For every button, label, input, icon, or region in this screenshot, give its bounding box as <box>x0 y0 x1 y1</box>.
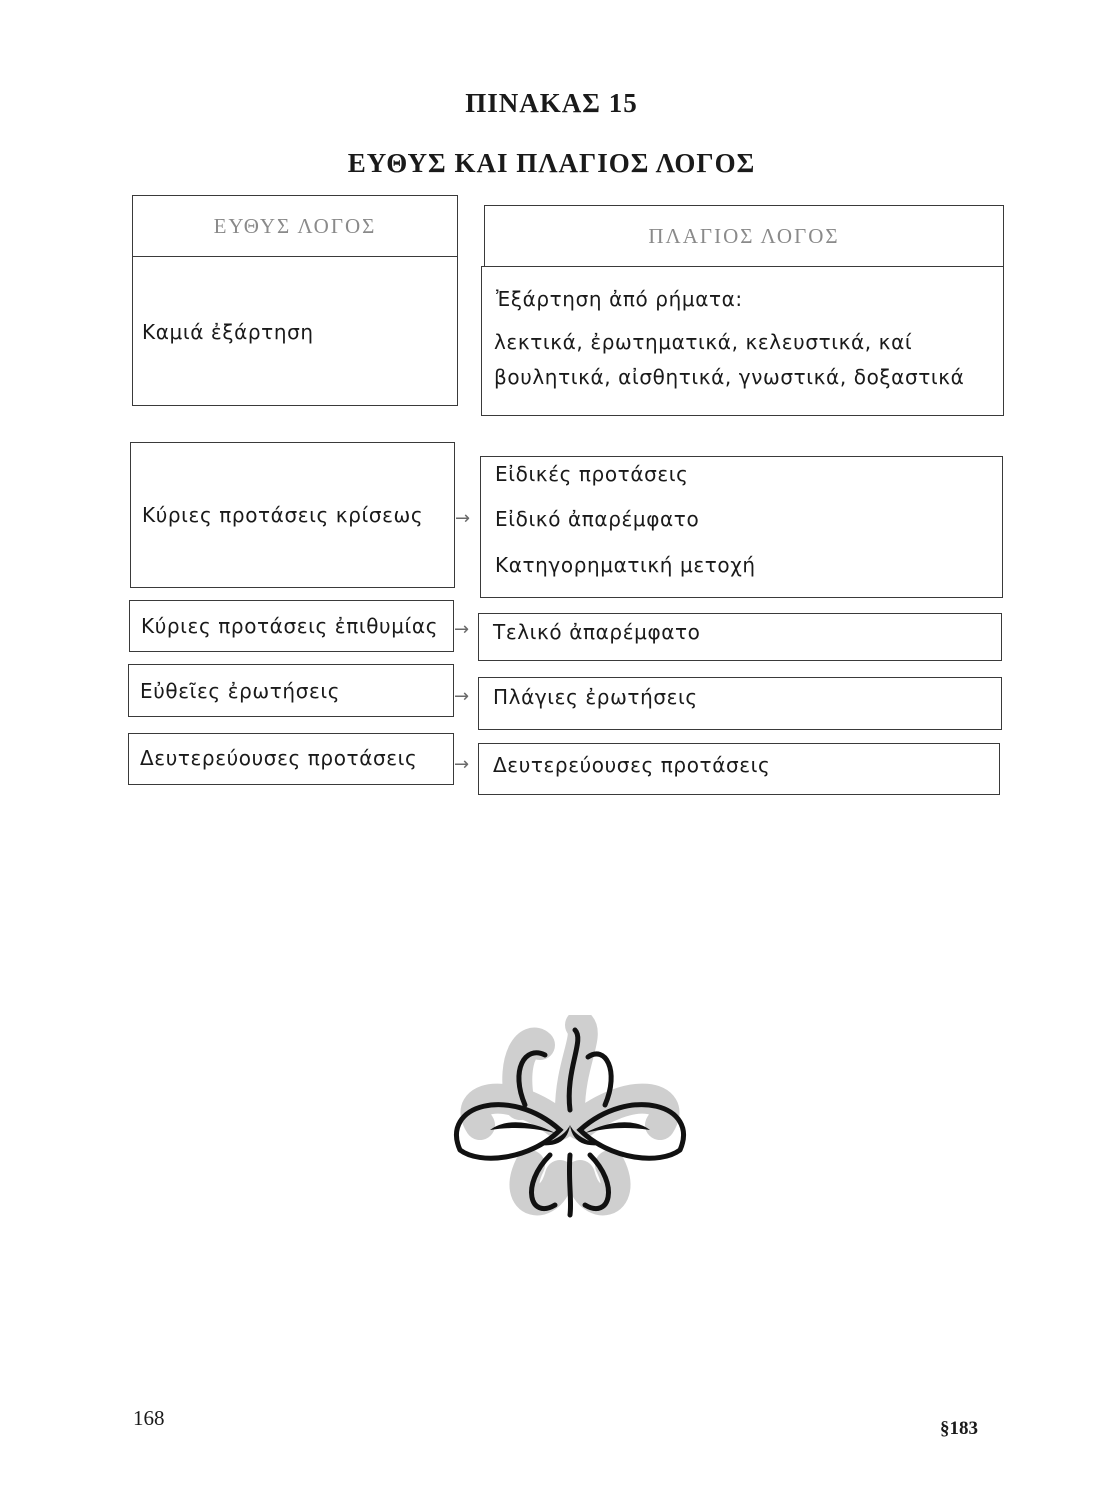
row-indirect-text: Τελικό ἀπαρέμφατο <box>493 620 701 644</box>
arrow-icon: → <box>454 619 470 640</box>
row-direct-box <box>128 664 454 717</box>
arrow-icon: → <box>454 754 470 775</box>
row-indirect-box <box>478 677 1002 730</box>
row-indirect-box <box>478 743 1000 795</box>
row-indirect-text: Εἰδικές προτάσεις <box>495 462 689 486</box>
row-direct-box <box>130 442 455 588</box>
row-direct-text: Κύριες προτάσεις ἐπιθυμίας <box>141 614 439 638</box>
page-title: ΕΥΘΥΣ ΚΑΙ ΠΛΑΓΙΟΣ ΛΟΓΟΣ <box>347 148 756 178</box>
header-indirect: ΠΛΑΓΙΟΣ ΛΟΓΟΣ <box>648 224 840 248</box>
row-indirect-text: Εἰδικό ἀπαρέμφατο <box>495 507 700 531</box>
row-indirect-box <box>478 613 1002 661</box>
table-label: ΠΙΝΑΚΑΣ 15 <box>465 88 638 118</box>
intro-direct-box <box>132 256 458 406</box>
intro-indirect-line: λεκτικά, ἐρωτηματικά, κελευστικά, καί <box>494 330 913 354</box>
intro-direct-text: Καμιά ἐξάρτηση <box>142 320 314 344</box>
row-direct-text: Εὐθεῖες ἐρωτήσεις <box>140 679 341 703</box>
row-indirect-box <box>480 456 1003 598</box>
page-number: 168 <box>133 1406 165 1430</box>
header-direct-box <box>132 195 458 258</box>
arrow-icon: → <box>454 686 470 707</box>
intro-indirect-line: βουλητικά, αἰσθητικά, γνωστικά, δοξαστικά <box>494 365 965 389</box>
intro-indirect-line: Ἐξάρτηση ἀπό ρήματα: <box>496 287 743 311</box>
row-indirect-text: Δευτερεύουσες προτάσεις <box>493 753 771 777</box>
row-direct-text: Κύριες προτάσεις κρίσεως <box>142 503 424 527</box>
row-indirect-text: Κατηγορηματική μετοχή <box>495 553 756 577</box>
row-indirect-text: Πλάγιες ἐρωτήσεις <box>493 685 698 709</box>
floral-ornament-icon <box>420 1015 720 1230</box>
arrow-icon: → <box>455 508 471 529</box>
row-direct-box <box>129 600 454 652</box>
section-number: §183 <box>940 1418 978 1439</box>
header-direct: ΕΥΘΥΣ ΛΟΓΟΣ <box>213 214 377 238</box>
row-direct-box <box>128 733 454 785</box>
row-direct-text: Δευτερεύουσες προτάσεις <box>140 746 418 770</box>
header-indirect-box <box>484 205 1004 268</box>
intro-indirect-box <box>481 266 1004 416</box>
